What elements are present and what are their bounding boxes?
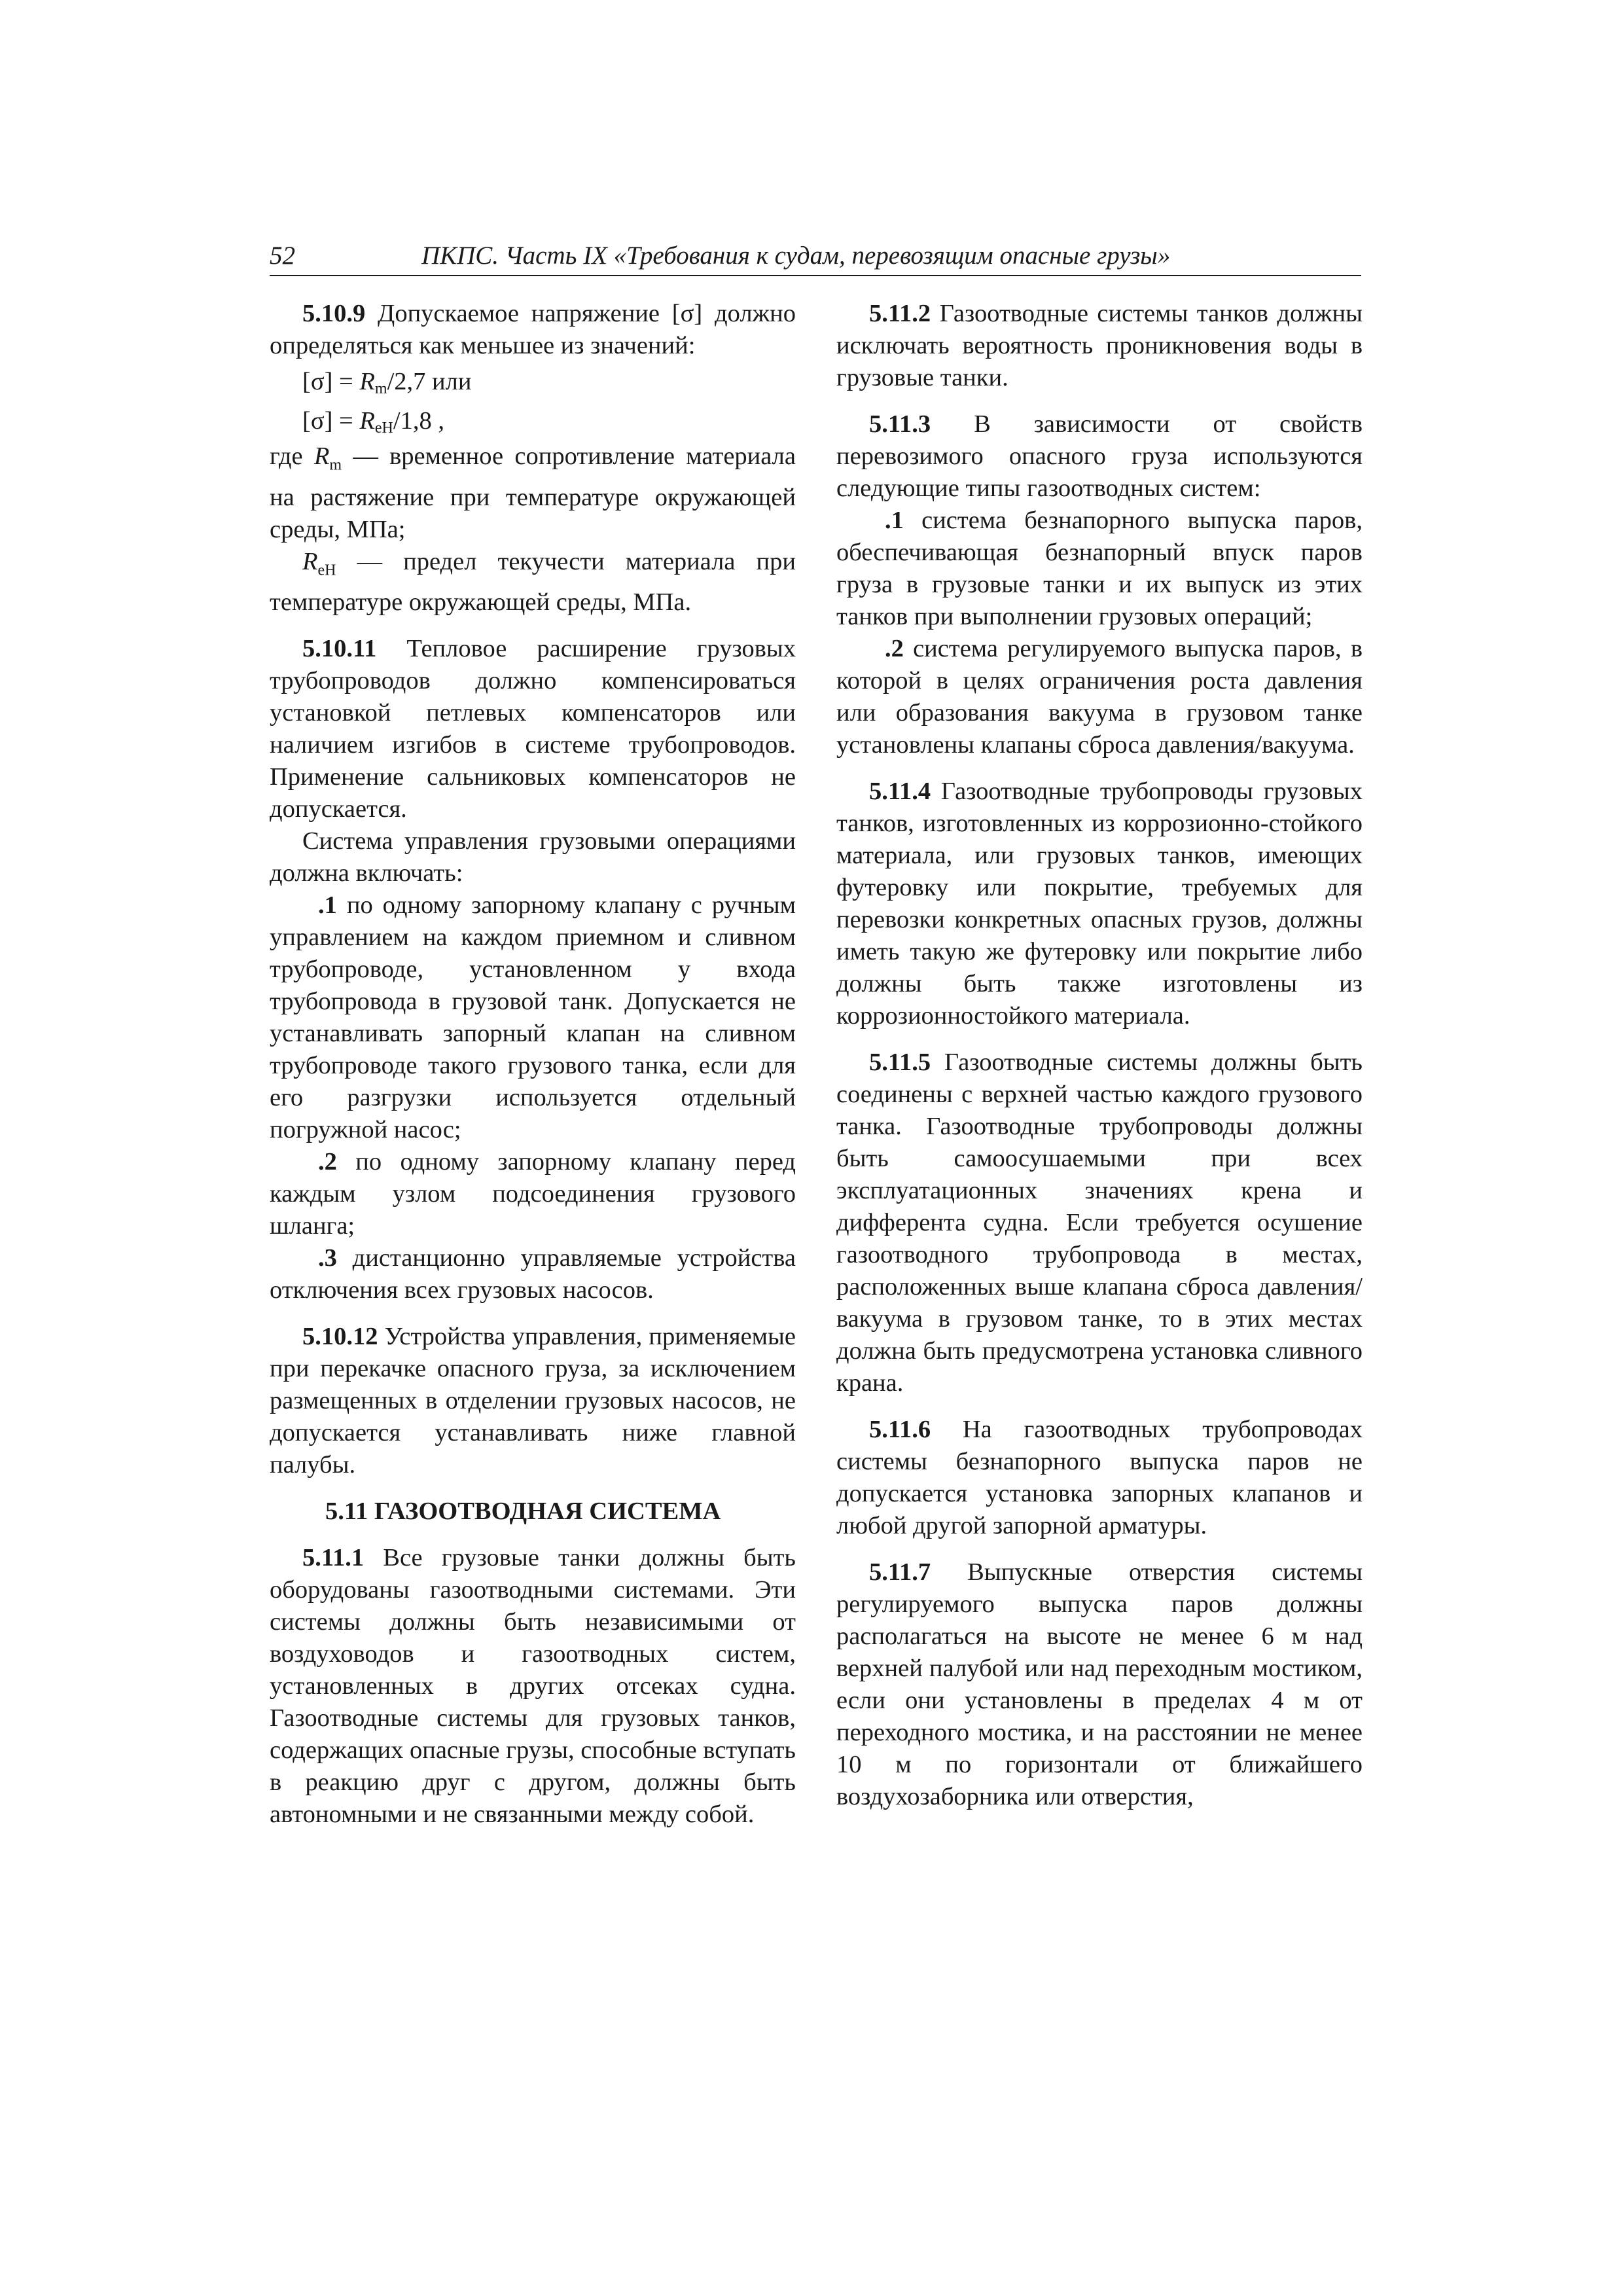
paragraph-control-system: Система управления грузовыми операциями должна включать:	[270, 827, 796, 888]
formula-sub: m	[374, 380, 387, 397]
item-number: .1	[885, 507, 904, 534]
clause-text: Выпускные отверстия системы регулируемого выпуска паров должны располагаться на высоте не менее 6 м над верхней палубой или над переходным мостиком, если они установлены в пределах 4 м от переходного мостика, и на расстоянии не менее 10 м по горизонтали от ближайшего воздухозаборника или отверстия,	[836, 1558, 1363, 1810]
clause-number: 5.11.7	[869, 1558, 931, 1586]
paragraph-5-10-12	[270, 1321, 796, 1481]
item-text: по одному запорному клапану с ручным управлением на каждом приемном и сливном трубопроводе, установленном у входа трубопровода в грузовой танк. Допускается не устанавливать запорный клапан на сливном трубопроводе такого грузового танка, если для его разгрузки используется отдельный погружной насос;	[270, 891, 796, 1144]
list-item-2	[836, 633, 1363, 761]
def-sub: eH	[317, 562, 336, 579]
clause-text: Допускаемое напряжение [σ] должно определяться как меньшее из значений:	[270, 300, 796, 359]
page-number: 52	[270, 242, 295, 270]
item-number: .2	[318, 1148, 337, 1176]
clause-text: Газоотводные системы должны быть соединены с верхней частью каждого грузового танка. Газоотводные трубопроводы должны быть самоосушаемыми при всех эксплуатационных значениях крена и дифферента судна. Если требуется осушение газоотводного трубопровода в местах, расположенных выше клапана сброса давления/вакуума в грузовом танке, то в этих местах должна быть предусмотрена установка сливного крана.	[836, 1049, 1363, 1397]
item-text: по одному запорному клапану перед каждым узлом подсоединения грузового шланга;	[270, 1148, 796, 1240]
list-item-1	[836, 505, 1363, 633]
clause-number: 5.11.3	[869, 410, 931, 438]
clause-number: 5.11.6	[869, 1416, 931, 1443]
formula-lhs: [σ] =	[302, 368, 360, 395]
clause-number: 5.11.2	[869, 300, 931, 327]
definition-rm	[270, 440, 796, 546]
clause-text: Тепловое расширение грузовых трубопроводов должно компенсироваться установкой петлевых компенсаторов или наличием изгибов в системе трубопроводов. Применение сальниковых компенсаторов не допускается.	[270, 635, 796, 823]
paragraph-5-10-9	[270, 298, 796, 362]
formula-sub: eH	[374, 420, 393, 437]
page-header	[270, 237, 1361, 276]
formula-2	[270, 401, 796, 440]
def-text: — предел текучести материала при температуре окружающей среды, МПа.	[270, 547, 796, 617]
clause-number: 5.11.5	[869, 1049, 931, 1076]
paragraph-5-11-3	[836, 408, 1363, 505]
def-var: R	[313, 442, 330, 470]
formula-rhs: /2,7 или	[387, 368, 472, 395]
paragraph-5-11-1	[270, 1542, 796, 1831]
def-prefix: где	[270, 442, 314, 470]
def-sub: m	[329, 456, 342, 474]
list-item-2	[270, 1146, 796, 1242]
clause-number: 5.10.9	[302, 300, 366, 327]
clause-number: 5.10.12	[302, 1323, 378, 1351]
formula-lhs: [σ] =	[302, 407, 360, 435]
list-item-3	[270, 1242, 796, 1306]
clause-text: В зависимости от свойств перевозимого опасного груза используются следующие типы газоотводных систем:	[836, 410, 1363, 502]
paragraph-5-11-5	[836, 1047, 1363, 1399]
paragraph-5-11-6	[836, 1414, 1363, 1542]
item-text: система регулируемого выпуска паров, в которой в целях ограничения роста давления или образования вакуума в грузовом танке установлены клапаны сброса давления/вакуума.	[836, 635, 1363, 759]
formula-var: R	[359, 368, 375, 395]
clause-text: Газоотводные трубопроводы грузовых танков, изготовленных из коррозионно-стойкого материала, или грузовых танков, имеющих футеровку или покрытие, требуемых для перевозки конкретных опасных грузов, должны иметь такую же футеровку или покрытие либо должны быть также изготовлены из коррозионностойкого материала.	[836, 778, 1363, 1030]
item-text: дистанционно управляемые устройства отключения всех грузовых насосов.	[270, 1244, 796, 1304]
list-item-1	[270, 889, 796, 1146]
clause-text: Газоотводные системы танков должны исключать вероятность проникновения воды в грузовые танки.	[836, 300, 1363, 391]
def-var: R	[302, 547, 318, 575]
clause-text: На газоотводных трубопроводах системы безнапорного выпуска паров не допускается установка запорных клапанов и любой другой запорной арматуры.	[836, 1416, 1363, 1539]
running-title: ПКПС. Часть IX «Требования к судам, перевозящим опасные грузы»	[421, 242, 1171, 270]
clause-text: Устройства управления, применяемые при перекачке опасного груза, за исключением размещенных в отделении грузовых насосов, не допускается устанавливать ниже главной палубы.	[270, 1323, 796, 1479]
paragraph-5-10-11	[270, 633, 796, 825]
clause-number: 5.10.11	[302, 635, 377, 663]
right-column	[836, 298, 1363, 1827]
section-heading: 5.11 ГАЗООТВОДНАЯ СИСТЕМА	[325, 1498, 721, 1526]
formula-1	[270, 362, 796, 401]
item-text: система безнапорного выпуска паров, обеспечивающая безнапорный впуск паров груза в грузовые танки и их выпуск из этих танков при выполнении грузовых операций;	[836, 507, 1363, 630]
item-number: .1	[318, 891, 337, 920]
clause-number: 5.11.1	[302, 1544, 365, 1572]
left-column	[270, 298, 796, 1845]
item-number: .2	[885, 635, 904, 662]
item-number: .3	[318, 1244, 337, 1272]
formula-rhs: /1,8 ,	[393, 407, 444, 435]
definition-reh	[270, 546, 796, 619]
clause-text: Все грузовые танки должны быть оборудованы газоотводными системами. Эти системы должны быть независимыми от воздуховодов и газоотводных систем, установленных в других отсеках судна. Газоотводные системы для грузовых танков, содержащих опасные грузы, способные вступать в реакцию друг с другом, должны быть автономными и не связанными между собой.	[270, 1544, 796, 1829]
paragraph-5-11-2	[836, 298, 1363, 394]
paragraph-5-11-7	[836, 1556, 1363, 1813]
paragraph-5-11-4	[836, 776, 1363, 1032]
clause-number: 5.11.4	[869, 778, 931, 805]
def-text: — временное сопротивление материала на растяжение при температуре окружающей среды, МПа;	[270, 442, 796, 543]
formula-var: R	[359, 407, 375, 435]
